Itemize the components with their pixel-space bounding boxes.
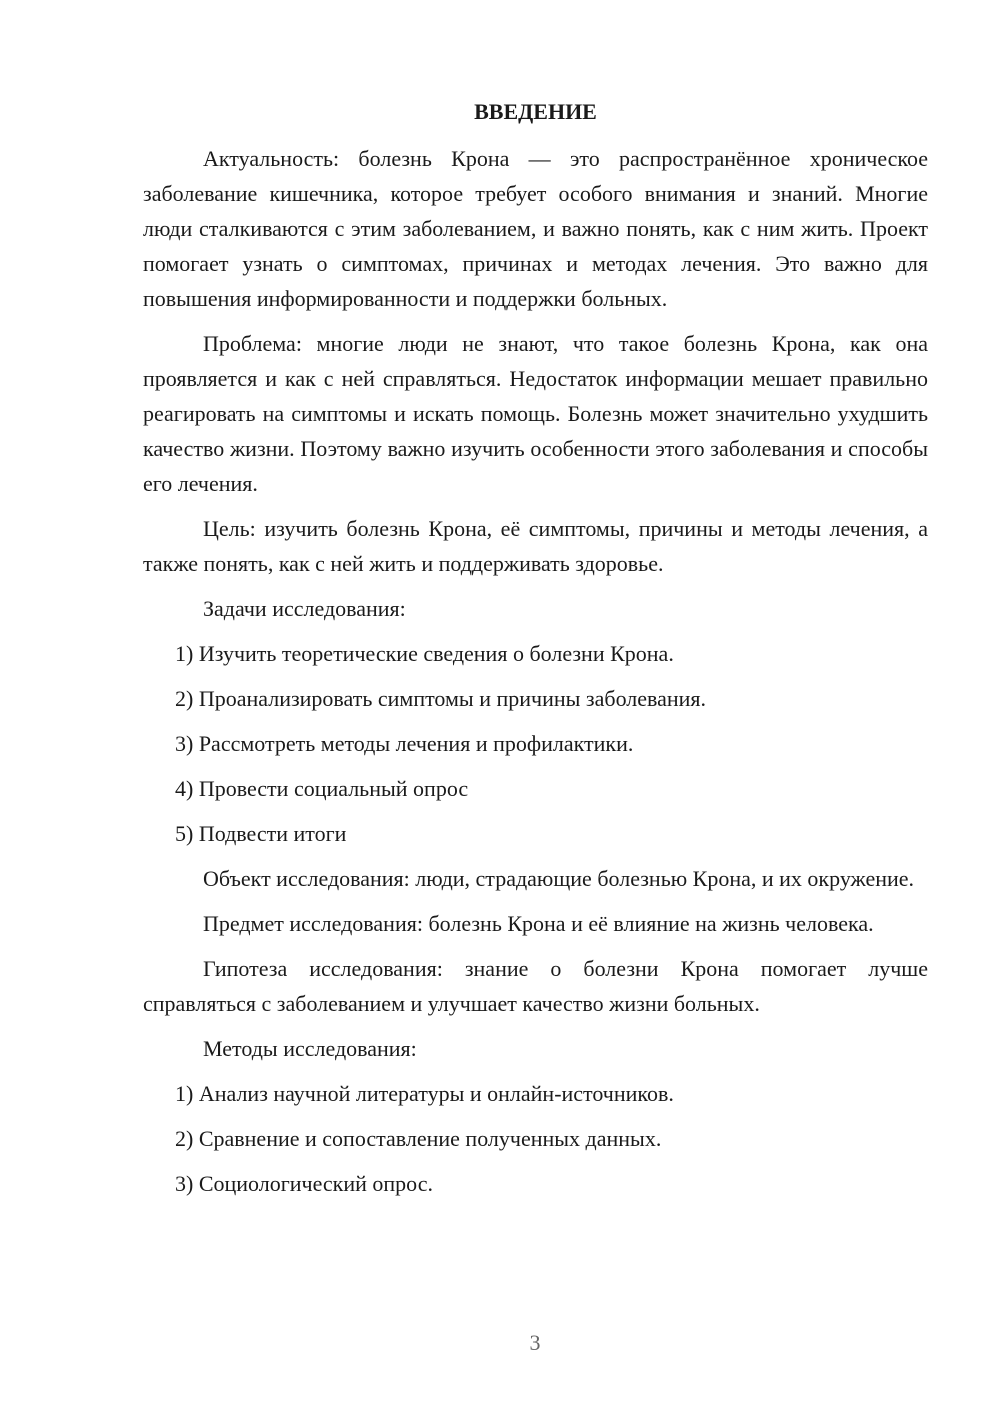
tasks-list	[143, 636, 928, 851]
list-item: 3) Социологический опрос.	[175, 1171, 433, 1196]
list-item: 1) Анализ научной литературы и онлайн-источников.	[175, 1081, 674, 1106]
page-number: 3	[529, 1330, 541, 1355]
problem-paragraph: Проблема: многие люди не знают, что такое болезнь Крона, как она проявляется и как с ней справляться. Недостаток информации мешает правильно реагировать на симптомы и искать помощь. Болезнь может значительно ухудшить качество жизни. Поэтому важно изучить особенности этого заболевания и способы его лечения.	[143, 331, 928, 496]
list-item: 2) Проанализировать симптомы и причины заболевания.	[175, 686, 707, 711]
relevance-paragraph: Актуальность: болезнь Крона — это распространённое хроническое заболевание кишечника, которое требует особого внимания и знаний. Многие люди сталкиваются с этим заболеванием, и важно понять, как с ним жить. Проект помогает узнать о симптомах, причинах и методах лечения. Это важно для повышения информированности и поддержки больных.	[143, 146, 928, 311]
list-item: 2) Сравнение и сопоставление полученных данных.	[175, 1126, 662, 1151]
list-item: 3) Рассмотреть методы лечения и профилактики.	[175, 731, 634, 756]
list-item: 1) Изучить теоретические сведения о болезни Крона.	[175, 641, 674, 666]
list-item: 5) Подвести итоги	[175, 821, 347, 846]
hypothesis-paragraph: Гипотеза исследования: знание о болезни Крона помогает лучше справляться с заболеванием и улучшает качество жизни больных.	[143, 956, 928, 1016]
goal-paragraph: Цель: изучить болезнь Крона, её симптомы, причины и методы лечения, а также понять, как с ней жить и поддерживать здоровье.	[143, 516, 928, 576]
section-heading: ВВЕДЕНИЕ	[474, 99, 597, 124]
methods-label: Методы исследования:	[203, 1036, 417, 1061]
object-paragraph: Объект исследования: люди, страдающие болезнью Крона, и их окружение.	[203, 866, 915, 891]
list-item: 4) Провести социальный опрос	[175, 776, 469, 801]
subject-paragraph: Предмет исследования: болезнь Крона и её влияние на жизнь человека.	[203, 911, 874, 936]
tasks-label: Задачи исследования:	[203, 596, 406, 621]
document-page	[143, 94, 928, 1211]
methods-list	[143, 1076, 928, 1201]
